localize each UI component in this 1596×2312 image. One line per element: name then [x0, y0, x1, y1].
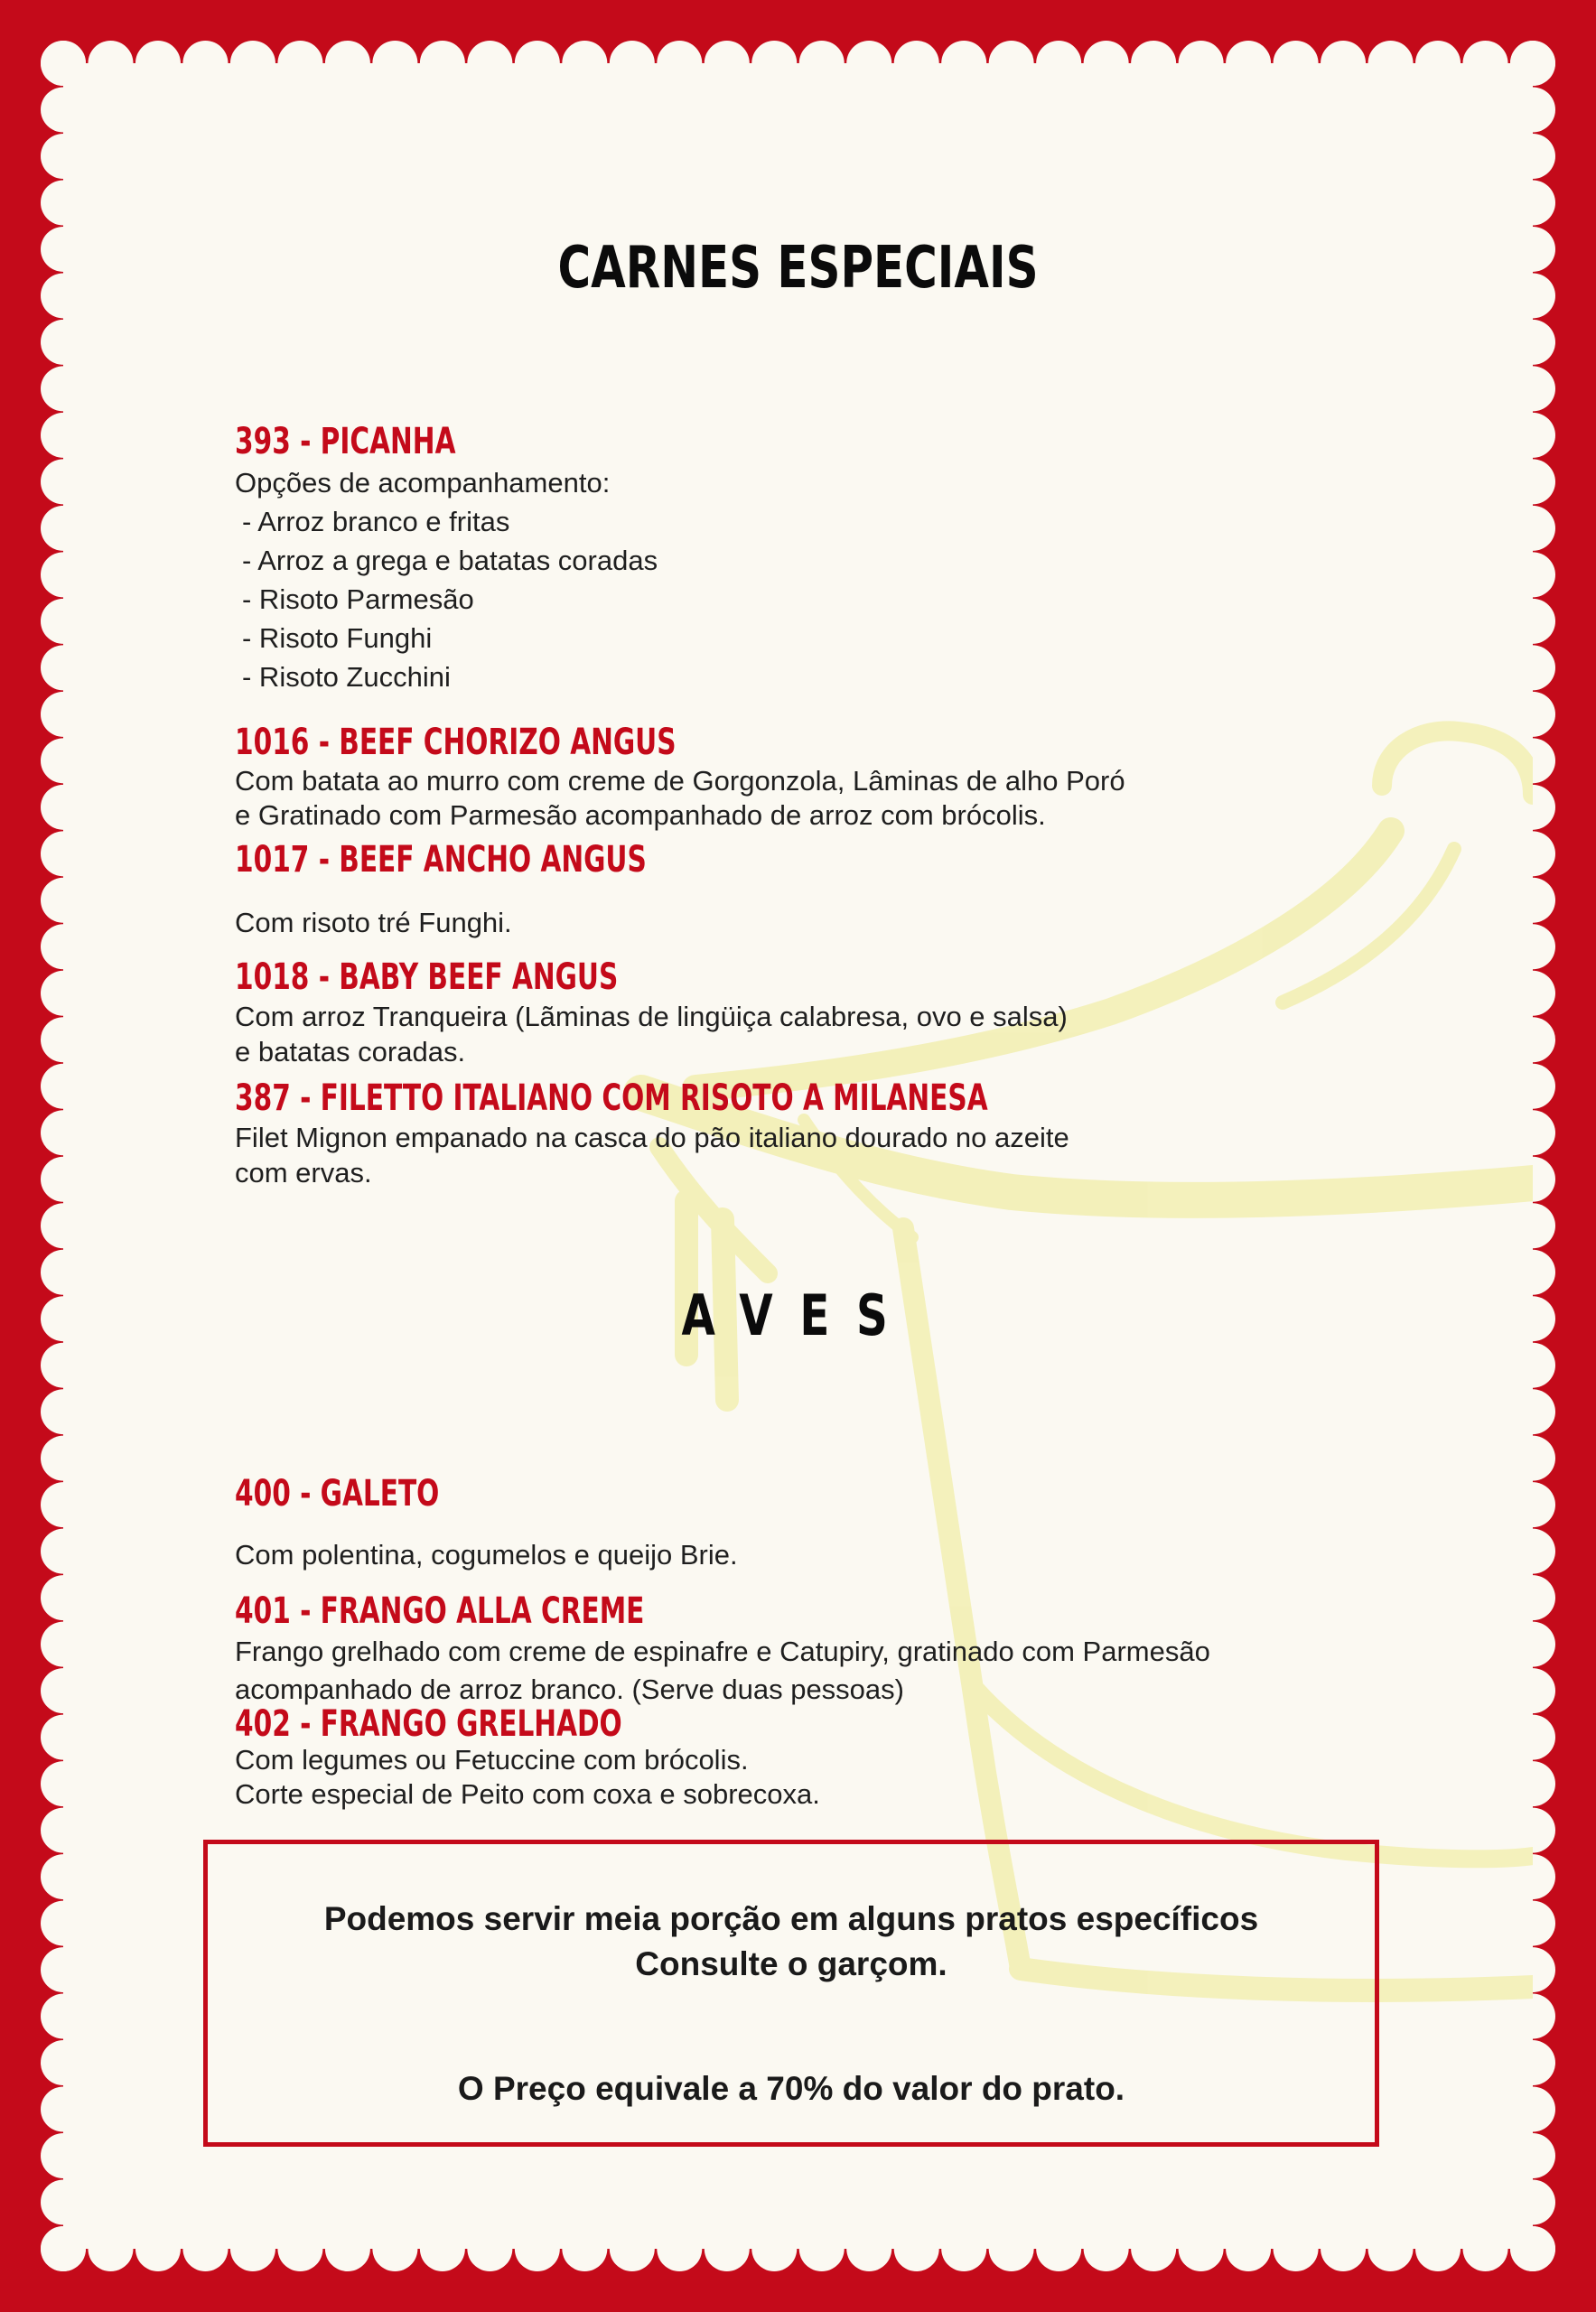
dish-description-line: com ervas. [235, 1157, 372, 1189]
dish-frango-alla-creme [235, 1590, 1409, 1709]
dish-option: - Risoto Zucchini [242, 661, 451, 693]
dish-description-line: Frango grelhado com creme de espinafre e Catupiry, gratinado com Parmesão [235, 1636, 1210, 1667]
dish-description-line: Com polentina, cogumelos e queijo Brie. [235, 1539, 738, 1571]
dish-frango-grelhado [235, 1705, 1409, 1812]
dish-option: - Arroz a grega e batatas coradas [242, 545, 658, 576]
dish-name: 1018 - BABY BEEF ANGUS [235, 956, 619, 998]
dish-description-line: Corte especial de Peito com coxa e sobrecoxa. [235, 1778, 820, 1810]
notice-line: Podemos servir meia porção em alguns pratos específicos [323, 1900, 1259, 1937]
dish-option: - Risoto Funghi [242, 622, 433, 654]
notice-price-line: O Preço equivale a 70% do valor do prato. [457, 2070, 1125, 2107]
dish-description-line: Filet Mignon empanado na casca do pão italiano dourado no azeite [235, 1122, 1069, 1153]
section-title-carnes: CARNES ESPECIAIS [557, 235, 1039, 302]
menu-page [63, 63, 1533, 2249]
dish-beef-ancho-angus [235, 838, 1409, 942]
dish-description-line: acompanhado de arroz branco. (Serve duas pessoas) [235, 1673, 904, 1705]
dish-name: 400 - GALETO [235, 1473, 440, 1515]
dish-name: 393 - PICANHA [235, 421, 456, 462]
section-title-aves: AVES [681, 1282, 915, 1348]
dish-description-line: e Gratinado com Parmesão acompanhado de arroz com brócolis. [235, 799, 1046, 831]
half-portion-notice [203, 1840, 1379, 2147]
dish-option: - Arroz branco e fritas [242, 506, 510, 537]
dish-filetto-italiano [235, 1077, 1409, 1190]
dish-baby-beef-angus [235, 956, 1409, 1069]
dish-description-line: Com arroz Tranqueira (Lãminas de lingüiça calabresa, ovo e salsa) [235, 1001, 1068, 1032]
notice-line: Consulte o garçom. [635, 1945, 947, 1982]
dish-option: - Risoto Parmesão [242, 583, 474, 615]
dish-name: 402 - FRANGO GRELHADO [235, 1703, 622, 1745]
dish-picanha [235, 420, 1409, 696]
dish-description-line: Com batata ao murro com creme de Gorgonzola, Lâminas de alho Poró [235, 765, 1125, 797]
dish-description-line: Opções de acompanhamento: [235, 467, 611, 499]
dish-galeto [235, 1472, 1409, 1574]
dish-name: 1016 - BEEF CHORIZO ANGUS [235, 722, 677, 763]
dish-name: 401 - FRANGO ALLA CREME [235, 1590, 645, 1632]
dish-beef-chorizo-angus [235, 721, 1409, 833]
dish-name: 1017 - BEEF ANCHO ANGUS [235, 839, 647, 881]
dish-name: 387 - FILETTO ITALIANO COM RISOTO A MILANESA [235, 1077, 988, 1119]
dish-description-line: Com risoto tré Funghi. [235, 907, 512, 938]
dish-description-line: e batatas coradas. [235, 1036, 466, 1067]
dish-description-line: Com legumes ou Fetuccine com brócolis. [235, 1744, 749, 1776]
